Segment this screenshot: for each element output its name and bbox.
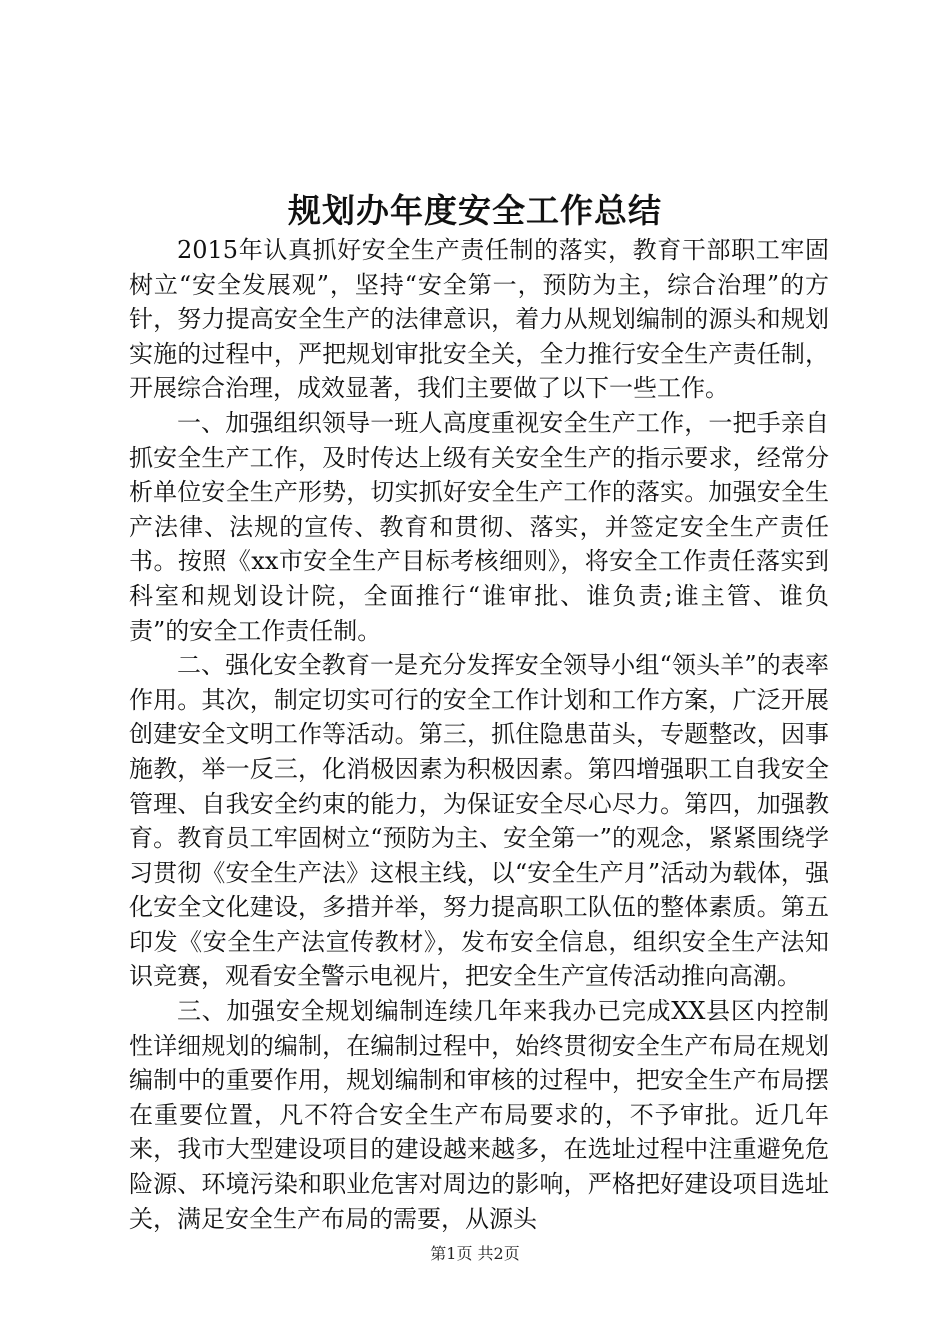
document-body <box>129 233 829 1236</box>
paragraph-intro: 2015年认真抓好安全生产责任制的落实，教育干部职工牢固树立“安全发展观”，坚持“安全第一，预防为主，综合治理”的方针，努力提高安全生产的法律意识，着力从规划编制的源头和规划实施的过程中，严把规划审批安全关，全力推行安全生产责任制，开展综合治理，成效显著，我们主要做了以下一些工作。 <box>129 236 829 403</box>
page-number-footer: 第1页 共2页 <box>430 1244 520 1263</box>
paragraph-section-2: 二、强化安全教育一是充分发挥安全领导小组“领头羊”的表率作用。其次，制定切实可行的安全工作计划和工作方案，广泛开展创建安全文明工作等活动。第三，抓住隐患苗头，专题整改，因事施教，举一反三，化消极因素为积极因素。第四增强职工自我安全管理、自我安全约束的能力，为保证安全尽心尽力。第四，加强教育。教育员工牢固树立“预防为主、安全第一”的观念，紧紧围绕学习贯彻《安全生产法》这根主线，以“安全生产月”活动为载体，强化安全文化建设，多措并举，努力提高职工队伍的整体素质。第五印发《安全生产法宣传教材》，发布安全信息，组织安全生产法知识竞赛，观看安全警示电视片，把安全生产宣传活动推向高潮。 <box>129 651 829 991</box>
paragraph-section-3: 三、加强安全规划编制连续几年来我办已完成XX县区内控制性详细规划的编制，在编制过程中，始终贯彻安全生产布局在规划编制中的重要作用，规划编制和审核的过程中，把安全生产布局摆在重要位置，凡不符合安全生产布局要求的，不予审批。近几年来，我市大型建设项目的建设越来越多，在选址过程中注重避免危险源、环境污染和职业危害对周边的影响，严格把好建设项目选址关，满足安全生产布局的需要，从源头 <box>129 997 829 1233</box>
paragraph-section-1: 一、加强组织领导一班人高度重视安全生产工作，一把手亲自抓安全生产工作，及时传达上级有关安全生产的指示要求，经常分析单位安全生产形势，切实抓好安全生产工作的落实。加强安全生产法律、法规的宣传、教育和贯彻、落实，并签定安全生产责任书。按照《xx市安全生产目标考核细则》，将安全工作责任落实到科室和规划设计院，全面推行“谁审批、谁负责;谁主管、谁负责”的安全工作责任制。 <box>129 408 829 645</box>
document-title: 规划办年度安全工作总结 <box>288 191 662 230</box>
